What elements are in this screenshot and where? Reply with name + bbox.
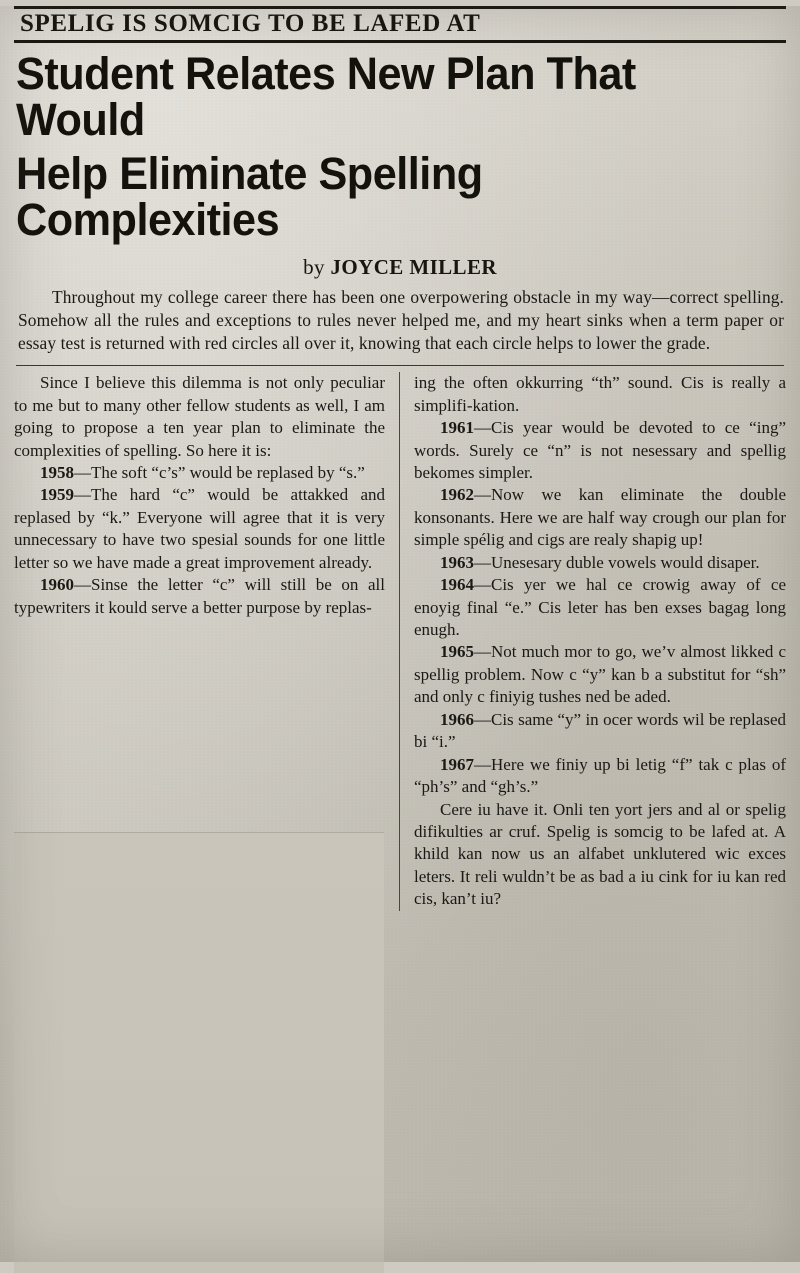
paragraph: 1961—Cis year would be devoted to ce “ing” words. Surely ce “n” is not nesessary and spellig bekomes simpler. xyxy=(414,418,786,482)
column-left xyxy=(14,372,399,911)
paragraph: 1966—Cis same “y” in ocer words wil be replased bi “i.” xyxy=(414,709,786,752)
article-columns xyxy=(14,372,786,911)
headline-line-1: Student Relates New Plan That Would xyxy=(16,48,636,146)
paragraph: Cere iu have it. Onli ten yort jers and al or spelig difikulties ar cruf. Spelig is somcig to be lafed at. A khild kan now us an alfabet unklutered wic exces leters. It reli wuldn’t be as bad a iu cink for iu kan red cis, kan’t iu? xyxy=(414,799,786,909)
kicker-text: SPELIG IS SOMCIG TO BE LAFED AT xyxy=(20,10,481,37)
paragraph: Since I believe this dilemma is not only peculiar to me but to many other fellow students as well, I am going to propose a ten year plan to eliminate the complexities of spelling. So here it is: xyxy=(14,373,385,460)
paragraph: 1960—Sinse the letter “c” will still be on all typewriters it kould serve a better purpose by replas- xyxy=(14,575,385,617)
lede-text: Throughout my college career there has been one overpowering obstacle in my way—correct spelling. Somehow all the rules and exceptions to rules never helped me, and my heart sinks when a term paper or essay test is returned with red circles all over it, knowing that each circle helps to lower the grade. xyxy=(18,286,784,354)
paragraph: 1958—The soft “c’s” would be replased by “s.” xyxy=(40,462,365,482)
kicker-band xyxy=(14,6,786,43)
byline-prefix: by xyxy=(303,254,325,279)
page-title xyxy=(16,48,755,245)
paragraph: ing the often okkurring “th” sound. Cis is really a simplifi-kation. xyxy=(414,373,786,415)
paragraph: 1962—Now we kan eliminate the double konsonants. Here we are half way crough our plan for simple spélig and cigs are realy shapig up! xyxy=(414,485,786,550)
blank-lower-left-area xyxy=(14,832,384,1273)
paragraph: 1965—Not much mor to go, we’v almost likked c spellig problem. Now c “y” kan b a substitut for “sh” and only c finiyig tushes ned be aded. xyxy=(414,642,786,707)
headline-line-2: Help Eliminate Spelling Complexities xyxy=(16,148,483,245)
newspaper-clipping xyxy=(0,6,800,1262)
paragraph: 1959—The hard “c” would be attakked and replased by “k.” Everyone will agree that it is very unnecessary to have two spesial sounds for one little letter so we have made a great improvement already. xyxy=(14,485,385,572)
section-divider xyxy=(16,365,784,366)
lede-paragraph xyxy=(18,286,784,355)
column-right xyxy=(399,372,786,911)
byline xyxy=(14,255,786,280)
byline-author: JOYCE MILLER xyxy=(330,254,497,279)
paragraph: 1967—Here we finiy up bi letig “f” tak c plas of “ph’s” and “gh’s.” xyxy=(414,754,786,797)
paragraph: 1963—Unesesary duble vowels would disaper. xyxy=(440,552,760,572)
paragraph: 1964—Cis yer we hal ce crowig away of ce enoyig final “e.” Cis leter has ben exses bagag long enugh. xyxy=(414,575,786,640)
